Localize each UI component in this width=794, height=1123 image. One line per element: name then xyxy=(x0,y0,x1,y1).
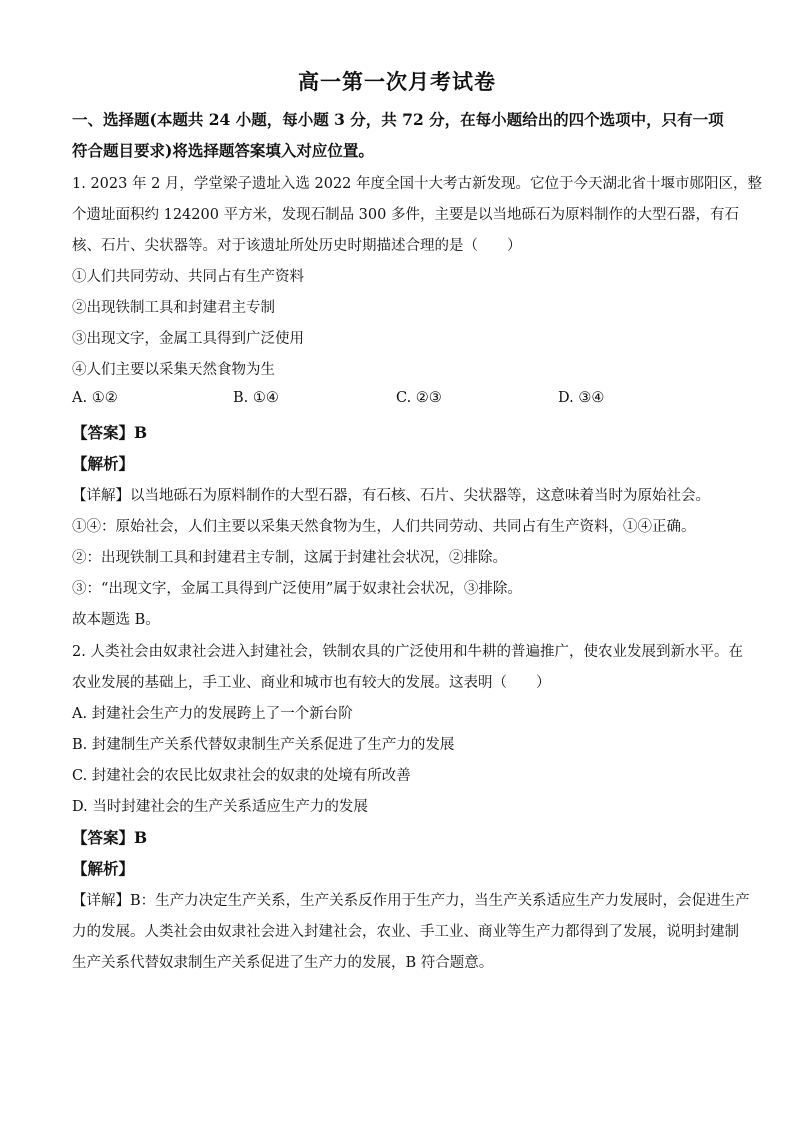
q1-detail-line-2: ①④：原始社会，人们主要以采集天然食物为生，人们共同劳动、共同占有生产资料，①④正确。 xyxy=(72,519,696,535)
q1-item-1: ①人们共同劳动、共同占有生产资料 xyxy=(72,269,304,285)
q2-detail-line-3: 生产关系代替奴隶制生产关系促进了生产力的发展，B 符合题意。 xyxy=(72,955,494,971)
q1-detail-line-1: 【详解】以当地砾石为原料制作的大型石器，有石核、石片、尖状器等，这意味着当时为原始社会。 xyxy=(72,488,710,504)
q2-analysis-label: 【解析】 xyxy=(72,859,135,878)
q2-detail-line-1: 【详解】B：生产力决定生产关系，生产关系反作用于生产力，当生产关系适应生产力发展时，会促进生产 xyxy=(72,893,750,909)
q2-answer: 【答案】B xyxy=(72,828,148,847)
q1-option-a: A. ①② xyxy=(72,390,118,406)
q1-detail-line-4: ③：“出现文字，金属工具得到广泛使用”属于奴隶社会状况，③排除。 xyxy=(72,581,522,597)
q1-item-3: ③出现文字，金属工具得到广泛使用 xyxy=(72,331,304,347)
section-heading-line-2: 符合题目要求)将选择题答案填入对应位置。 xyxy=(72,141,374,160)
q1-option-c: C. ②③ xyxy=(396,390,442,406)
q1-detail-line-3: ②：出现铁制工具和封建君主专制，这属于封建社会状况，②排除。 xyxy=(72,550,507,566)
q1-option-b: B. ①④ xyxy=(233,390,279,406)
page-title: 高一第一次月考试卷 xyxy=(298,69,496,94)
q1-answer: 【答案】B xyxy=(72,423,148,442)
q2-option-b: B. 封建制生产关系代替奴隶制生产关系促进了生产力的发展 xyxy=(72,737,455,753)
q1-item-4: ④人们主要以采集天然食物为生 xyxy=(72,362,275,378)
q2-stem-line-1: 2. 人类社会由奴隶社会进入封建社会，铁制农具的广泛使用和牛耕的普遍推广，使农业发展到新水平。在 xyxy=(72,644,743,660)
q1-stem-line-2: 个遗址面积约 124200 平方米，发现石制品 300 多件，主要是以当地砾石为原料制作的大型石器，有石 xyxy=(72,207,739,223)
q1-stem-line-1: 1. 2023 年 2 月，学堂梁子遗址入选 2022 年度全国十大考古新发现。它位于今天湖北省十堰市郧阳区，整 xyxy=(72,176,763,192)
q1-option-d: D. ③④ xyxy=(558,390,605,406)
q1-item-2: ②出现铁制工具和封建君主专制 xyxy=(72,300,275,316)
q2-stem-line-2: 农业发展的基础上，手工业、商业和城市也有较大的发展。这表明（ ） xyxy=(72,675,551,691)
q1-analysis-label: 【解析】 xyxy=(72,454,135,473)
q1-conclusion: 故本题选 B。 xyxy=(72,612,160,628)
q2-option-c: C. 封建社会的农民比奴隶社会的奴隶的处境有所改善 xyxy=(72,768,411,784)
q2-option-a: A. 封建社会生产力的发展跨上了一个新台阶 xyxy=(72,706,353,722)
q2-option-d: D. 当时封建社会的生产关系适应生产力的发展 xyxy=(72,799,368,815)
q2-detail-line-2: 力的发展。人类社会由奴隶社会进入封建社会，农业、手工业、商业等生产力都得到了发展，说明封建制 xyxy=(72,924,739,940)
section-heading-line-1: 一、选择题(本题共 24 小题，每小题 3 分，共 72 分，在每小题给出的四个选项中，只有一项 xyxy=(72,110,724,129)
q1-stem-line-3: 核、石片、尖状器等。对于该遗址所处历史时期描述合理的是（ ） xyxy=(72,238,522,254)
